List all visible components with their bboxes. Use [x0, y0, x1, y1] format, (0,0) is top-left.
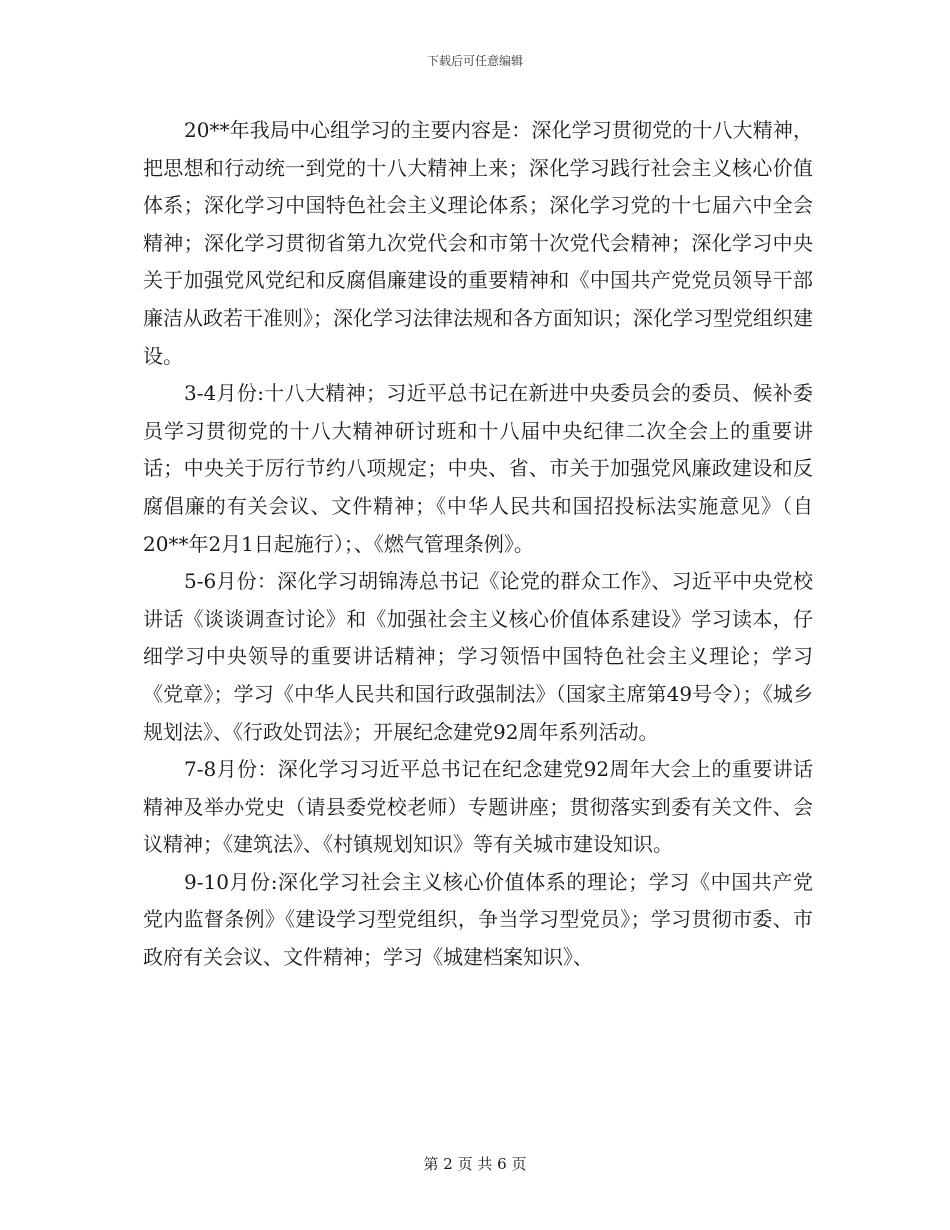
- paragraph-months-9-10: 9-10月份:深化学习社会主义核心价值体系的理论；学习《中国共产党党内监督条例》《建设学习型党组织，争当学习型党员》；学习贯彻市委、市政府有关会议、文件精神；学习《城建档案知识》、: [143, 869, 813, 970]
- paragraph-months-3-4: 3-4月份:十八大精神；习近平总书记在新进中央委员会的委员、候补委员学习贯彻党的十八大精神研讨班和十八届中央纪律二次全会上的重要讲话；中央关于厉行节约八项规定；中央、省、市关于加强党风廉政建设和反腐倡廉的有关会议、文件精神；《中华人民共和国招投标法实施意见》（自20**年2月1日起施行）；、《燃气管理条例》。: [143, 381, 813, 556]
- page-header-note: 下载后可任意编辑: [426, 54, 523, 68]
- paragraph-months-5-6: 5-6月份：深化学习胡锦涛总书记《论党的群众工作》、习近平中央党校讲话《谈谈调查讨论》和《加强社会主义核心价值体系建设》学习读本，仔细学习中央领导的重要讲话精神；学习领悟中国特色社会主义理论；学习《党章》；学习《中华人民共和国行政强制法》（国家主席第49号令）；《城乡规划法》、《行政处罚法》；开展纪念建党92周年系列活动。: [143, 569, 813, 744]
- paragraph-intro: 20**年我局中心组学习的主要内容是：深化学习贯彻党的十八大精神，把思想和行动统一到党的十八大精神上来；深化学习践行社会主义核心价值体系；深化学习中国特色社会主义理论体系；深化学习党的十七届六中全会精神；深化学习贯彻省第九次党代会和市第十次党代会精神；深化学习中央关于加强党风党纪和反腐倡廉建设的重要精神和《中国共产党党员领导干部廉洁从政若干准则》；深化学习法律法规和各方面知识；深化学习型党组织建设。: [143, 118, 813, 368]
- document-body: [143, 112, 813, 977]
- page-number-footer: 第 2 页 共 6 页: [423, 1155, 527, 1173]
- paragraph-months-7-8: 7-8月份：深化学习习近平总书记在纪念建党92周年大会上的重要讲话精神及举办党史（请县委党校老师）专题讲座；贯彻落实到委有关文件、会议精神；《建筑法》、《村镇规划知识》等有关城市建设知识。: [143, 757, 813, 857]
